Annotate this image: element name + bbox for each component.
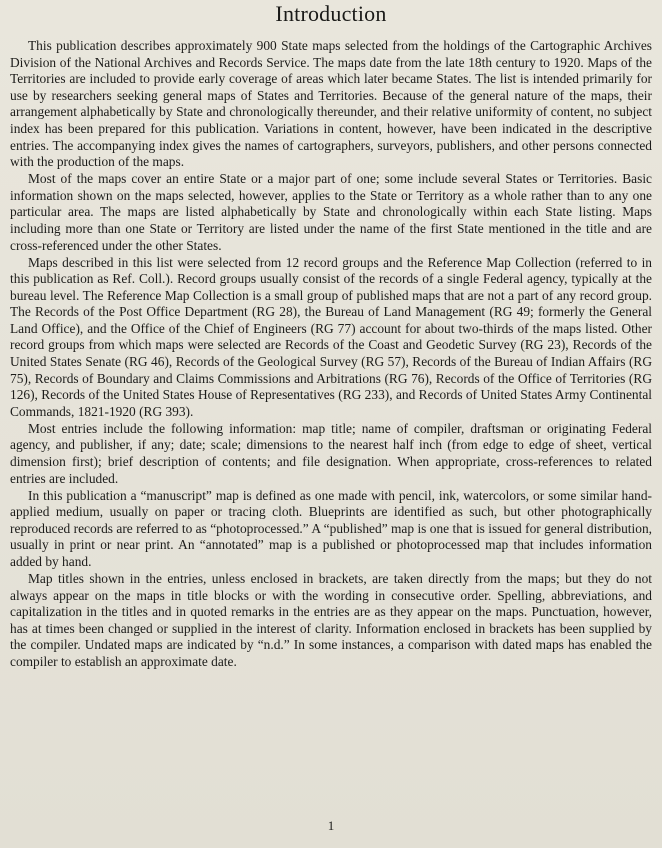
- paragraph-coverage: Most of the maps cover an entire State or a major part of one; some include several States or Territories. Basic information shown on the maps selected, however, applies to the State or Territory as a whole rather than to any one particular area. The maps are listed alphabetically by State and chronologically within each State listing. Maps including more than one State or Territory are listed under the name of the first State mentioned in the title and are cross-referenced under the other States.: [10, 171, 652, 253]
- paragraph-scope: This publication describes approximately 900 State maps selected from the holdings of the Cartographic Archives Division of the National Archives and Records Service. The maps date from the late 18th century to 1920. Maps of the Territories are included to provide early coverage of areas which later became States. The list is intended primarily for use by researchers seeking general maps of States and Territories. Because of the general nature of the maps, their arrangement alphabetically by State and chronologically thereunder, and their relative uniformity of content, no subject index has been prepared for this publication. Variations in content, however, have been indicated in the descriptive entries. The accompanying index gives the names of cartographers, surveyors, publishers, and other persons connected with the production of the maps.: [10, 38, 652, 170]
- page-title: Introduction: [275, 1, 387, 26]
- page-number: 1: [327, 818, 335, 833]
- paragraph-record-groups: Maps described in this list were selected from 12 record groups and the Reference Map Collection (referred to in this publication as Ref. Coll.). Record groups usually consist of the records of a single Federal agency, typically at the bureau level. The Reference Map Collection is a small group of published maps that are not a part of any record group. The Records of the Post Office Department (RG 28), the Bureau of Land Management (RG 49; formerly the General Land Office), and the Office of the Chief of Engineers (RG 77) account for about two-thirds of the maps listed. Other record groups from which maps were selected are Records of the Coast and Geodetic Survey (RG 23), Records of the United States Senate (RG 46), Records of the Geological Survey (RG 57), Records of the Bureau of Indian Affairs (RG 75), Records of Boundary and Claims Commissions and Arbitrations (RG 76), Records of the Office of Territories (RG 126), Records of the United States House of Representatives (RG 233), and Records of United States Army Continental Commands, 1821-1920 (RG 393).: [10, 254, 652, 419]
- body-text: [10, 38, 652, 671]
- paragraph-definitions: In this publication a “manuscript” map is defined as one made with pencil, ink, watercolors, or some similar hand-applied medium, usually on paper or tracing cloth. Blueprints are identified as such, but other photographically reproduced records are referred to as “photoprocessed.” A “published” map is one that is issued for general distribution, usually in print or near print. An “annotated” map is a published or photoprocessed map that includes information added by hand.: [10, 487, 652, 569]
- paragraph-entry-contents: Most entries include the following information: map title; name of compiler, draftsman or originating Federal agency, and publisher, if any; date; scale; dimensions to the nearest half inch (from edge to edge of sheet, vertical dimension first); brief description of contents; and file designation. When appropriate, cross-references to related entries are included.: [10, 420, 652, 486]
- paragraph-map-titles: Map titles shown in the entries, unless enclosed in brackets, are taken directly from the maps; but they do not always appear on the maps in title blocks or with the wording in consecutive order. Spelling, abbreviations, and capitalization in the titles and in quoted remarks in the entries are as they appear on the maps. Punctuation, however, has at times been changed or supplied in the interest of clarity. Information enclosed in brackets has been supplied by the compiler. Undated maps are indicated by “n.d.” In some instances, a comparison with dated maps has enabled the compiler to establish an approximate date.: [10, 570, 652, 669]
